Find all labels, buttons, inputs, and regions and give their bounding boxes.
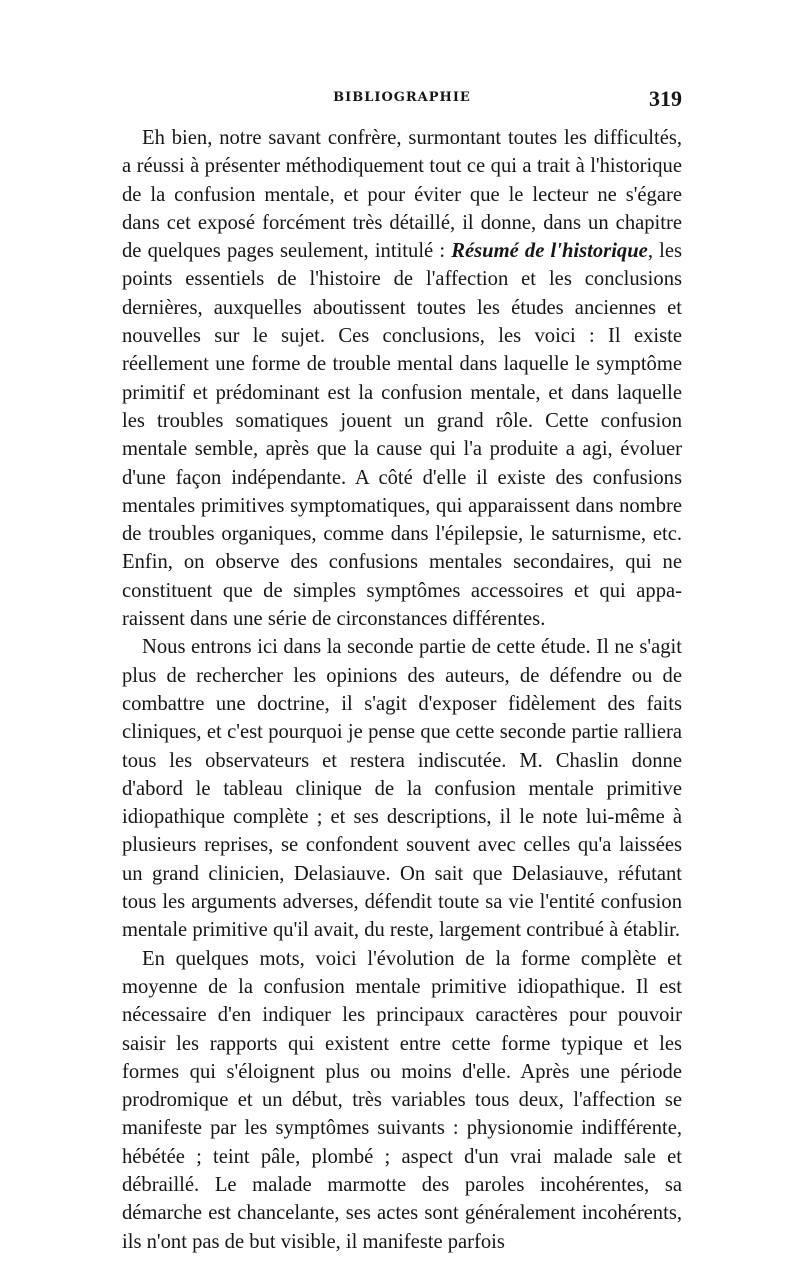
paragraph-2: Nous entrons ici dans la seconde partie de cette étude. Il ne s'agit plus de rechercher les opinions des auteurs, de défendre ou de combattre une doctrine, il s'agit d'exposer fidèlement des faits cliniques, et c'est pourquoi je pense que cette seconde partie ralliera tous les observateurs et restera indiscutée. M. Chaslin donne d'abord le tableau clinique de la confusion mentale primitive idiopathique complète ; et ses descriptions, il le note lui-même à plusieurs reprises, se confondent souvent avec celles qu'a laissées un grand clinicien, Delasiauve. On sait que Delasiauve, réfutant tous les arguments adverses, défendit toute sa vie l'entité confusion mentale primitive qu'il avait, du reste, largement contribué à établir. [122, 636, 682, 942]
paragraph-1-part-2: , les points essentiels de l'histoire de l'affection et les conclusions dernières, auxquelles aboutissent toutes les études anciennes et nouvelles sur le sujet. Ces conclusions, les voici : Il existe réellement une forme de trouble mental dans laquelle le symptôme primitif et prédominant est la confusion mentale, et dans laquelle les troubles somatiques jouent un grand rôle. Cette confusion mentale semble, après que la cause qui l'a produite a agi, évoluer d'une façon indépendante. A côté d'elle il existe des confusions mentales primitives symptomatiques, qui apparaissent dans nombre de troubles organiques, comme dans l'épilepsie, le saturnisme, etc. Enfin, on observe des confusions mentales secondaires, qui ne constituent que de simples symptômes accessoires et qui apparaissent dans une série de circonstances différentes. [122, 240, 683, 631]
paragraph-3: En quelques mots, voici l'évolution de la forme complète et moyenne de la confusion mentale primitive idiopathique. Il est nécessaire d'en indiquer les principaux caractères pour pouvoir saisir les rapports qui existent entre cette forme typique et les formes qui s'éloignent plus ou moins d'elle. Après une période prodromique et un début, très variables tous deux, l'affection se manifeste par les symptômes suivants : physionomie indifférente, hébétée ; teint pâle, plombé ; aspect d'un vrai malade sale et débraillé. Le malade marmotte des paroles incohérentes, sa démarche est chancelante, ses actes sont généralement incohérents, ils n'ont pas de but visible, il manifeste parfois [122, 947, 682, 1253]
body-text [122, 124, 682, 1256]
running-head [122, 86, 682, 118]
page-number: 319 [649, 86, 682, 111]
italic-title: Résumé de l'historique [451, 240, 648, 263]
running-title: BIBLIOGRAPHIE [333, 90, 471, 105]
paragraph-1 [122, 124, 682, 633]
paragraph-1-part-1: Eh bien, notre savant confrère, surmontant toutes les difficultés, a réussi à présenter méthodiquement tout ce qui a trait à l'historique de la confusion mentale, et pour éviter que le lecteur ne s'égare dans cet exposé forcément très détaillé, il donne, dans un chapitre de quelques pages seulement, intitulé : [122, 127, 682, 263]
